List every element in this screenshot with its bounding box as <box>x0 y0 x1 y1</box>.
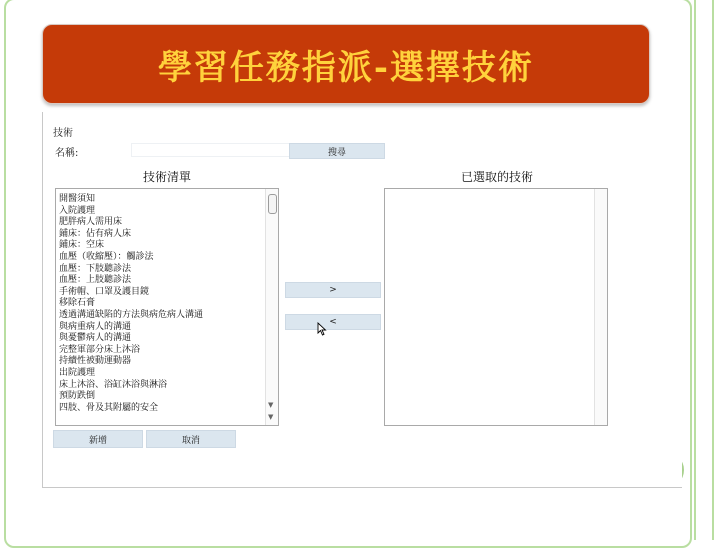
skill-list-item[interactable]: 床上沐浴、浴缸沐浴與淋浴 <box>59 379 168 390</box>
remove-skill-button[interactable]: < <box>285 314 381 330</box>
skill-list-item[interactable]: 四肢、骨及其附屬的安全 <box>59 402 159 413</box>
slide-side-border <box>694 0 714 540</box>
mouse-cursor-icon <box>317 322 327 336</box>
skill-list-item[interactable]: 血壓：下肢聽診法 <box>59 263 132 274</box>
skill-list-item[interactable]: 出院護理 <box>59 367 96 378</box>
cancel-button[interactable]: 取消 <box>146 430 236 448</box>
skill-selection-window <box>42 112 682 488</box>
selected-skill-list[interactable] <box>384 188 608 426</box>
scroll-down-icon[interactable]: ▼ <box>268 401 274 409</box>
search-button[interactable]: 搜尋 <box>289 143 385 159</box>
skill-list-item[interactable]: 與病重病人的溝通 <box>59 321 132 332</box>
scroll-down-end-icon[interactable]: ▼ <box>268 413 274 421</box>
skill-list-item[interactable]: 持續性被動運動器 <box>59 356 132 367</box>
skill-list-header: 技術清單 <box>143 170 192 184</box>
skill-list-item[interactable]: 入院護理 <box>59 205 96 216</box>
skill-list-item[interactable]: 鋪床：佔有病人床 <box>59 228 132 239</box>
slide-title: 學習任務指派-選擇技術 <box>157 47 535 88</box>
skill-list-item[interactable]: 移除石膏 <box>59 298 96 309</box>
title-banner <box>42 24 650 104</box>
skill-list-item[interactable]: 鋪床：空床 <box>59 240 105 251</box>
selected-list-header: 已選取的技術 <box>461 170 534 184</box>
skill-items <box>59 194 264 414</box>
skill-list-item[interactable]: 血壓：上肢聽診法 <box>59 275 132 286</box>
skill-list-item[interactable]: 完整軍部分床上沐浴 <box>59 344 141 355</box>
name-label: 名稱: <box>55 148 79 159</box>
skill-list-item[interactable]: 透過溝通缺陷的方法與病危病人溝通 <box>59 309 204 320</box>
skill-list-item[interactable]: 預防跌倒 <box>59 391 96 402</box>
skill-list[interactable] <box>55 188 279 426</box>
skill-list-item[interactable]: 血壓（收縮壓）：觸診法 <box>59 251 154 262</box>
skill-list-item[interactable]: 手術帽、口罩及護目鏡 <box>59 286 150 297</box>
skill-list-item[interactable]: 與憂鬱病人的溝通 <box>59 333 132 344</box>
new-button[interactable]: 新增 <box>53 430 143 448</box>
selected-list-scrollbar[interactable] <box>594 189 607 425</box>
skill-list-item[interactable]: 肥胖病人需用床 <box>59 217 123 228</box>
skill-list-scrollbar[interactable] <box>265 189 278 425</box>
add-skill-button[interactable]: > <box>285 282 381 298</box>
scroll-thumb[interactable] <box>268 194 277 214</box>
section-label: 技術 <box>53 128 73 139</box>
skill-list-item[interactable]: 開醫須知 <box>59 194 96 204</box>
